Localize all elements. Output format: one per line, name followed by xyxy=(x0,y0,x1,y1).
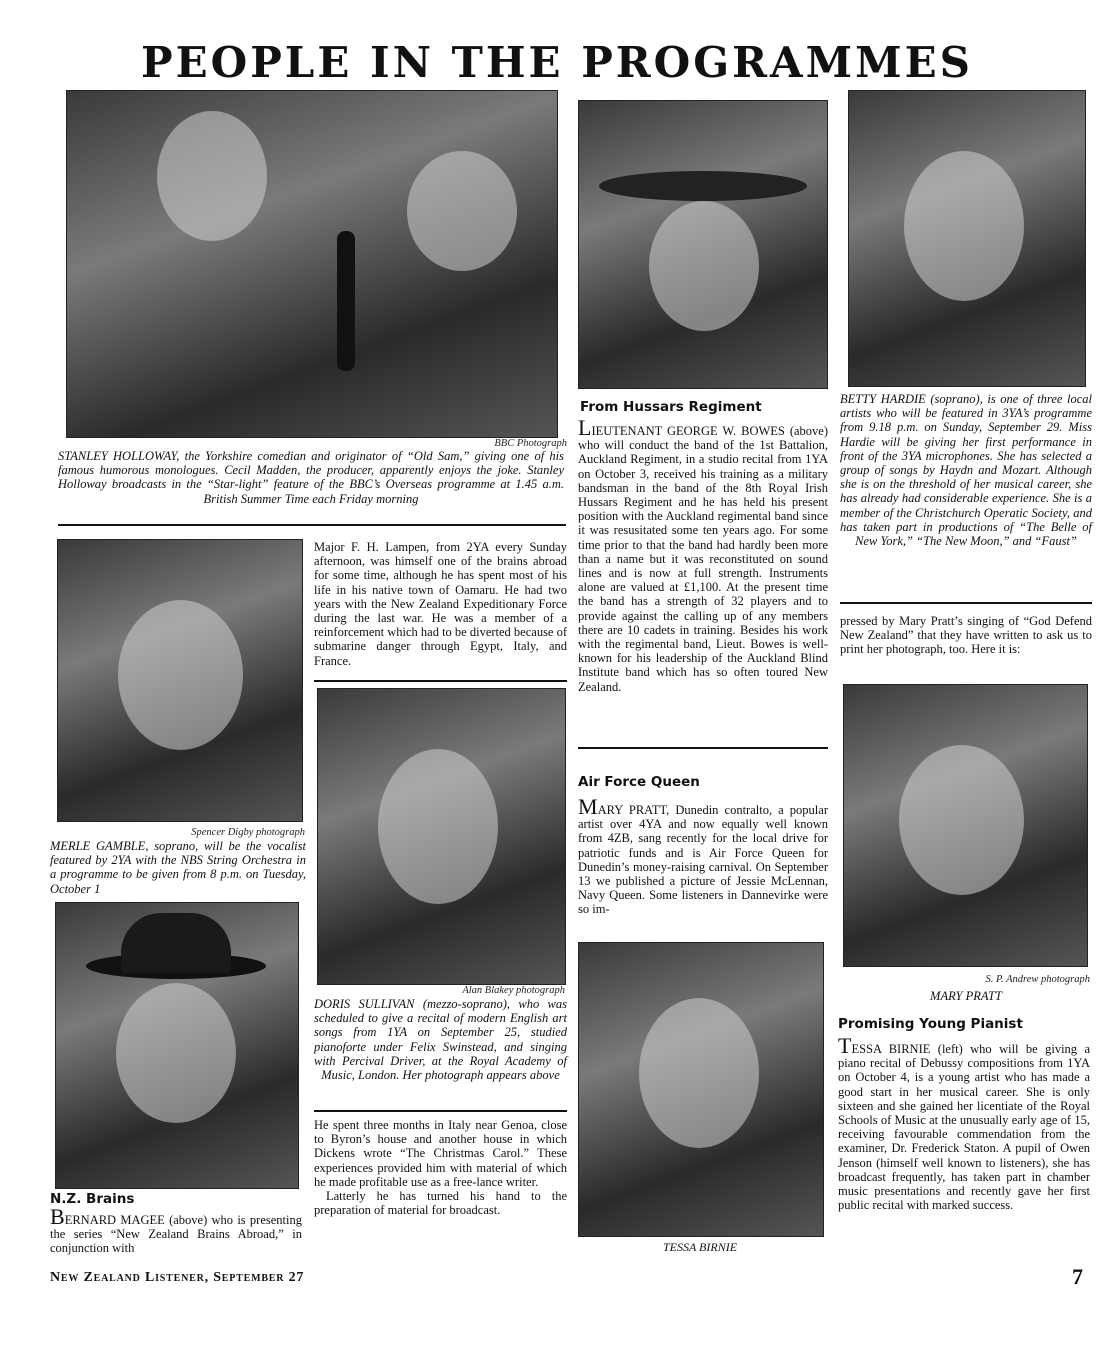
divider xyxy=(314,680,567,682)
photo-credit-sullivan: Alan Blakey photograph xyxy=(462,985,565,996)
dropcap-bowes: L xyxy=(578,415,592,440)
dropcap-pratt: M xyxy=(578,794,598,819)
photo-holloway xyxy=(66,90,558,438)
article-pratt xyxy=(578,794,828,917)
caption-pratt: MARY PRATT xyxy=(930,989,1002,1003)
divider xyxy=(314,1110,567,1112)
text-lampen: Major F. H. Lampen, from 2YA every Sunday afternoon, was himself one of the brains abroad for some time, although he has spent most of his life in his native town of Oamaru. He had two years with the New Zealand Expeditionary Force during the last war. He was a member of a reinforcement which had to be diverted because of submarine danger through Egypt, Italy, and France. xyxy=(314,540,568,668)
photo-pratt xyxy=(843,684,1088,967)
text-magee: ERNARD MAGEE (above) who is presenting the series “New Zealand Brains Abroad,” in conjunction with xyxy=(50,1213,302,1256)
photo-credit-holloway: BBC Photograph xyxy=(494,438,567,449)
article-pratt-continued xyxy=(840,614,1092,657)
caption-birnie: TESSA BIRNIE xyxy=(662,1240,738,1254)
caption-holloway: STANLEY HOLLOWAY, the Yorkshire comedian and originator of “Old Sam,” giving one of his famous humorous monologues. Cecil Madden, the producer, apparently enjoys the joke. Stanley Holloway broadcasts in the “Star-light” feature of the BBC’s Overseas programme at 1.45 a.m. British Summer Time each Friday morning xyxy=(58,449,564,506)
photo-credit-gamble: Spencer Digby photograph xyxy=(191,827,305,838)
photo-sullivan xyxy=(317,688,566,985)
heading-bowes: From Hussars Regiment xyxy=(580,399,762,415)
article-bowes xyxy=(578,415,828,694)
photo-gamble xyxy=(57,539,303,822)
article-magee-continued xyxy=(314,1118,567,1217)
heading-birnie: Promising Young Pianist xyxy=(838,1016,1023,1032)
page-number: 7 xyxy=(1072,1264,1083,1289)
photo-birnie xyxy=(578,942,824,1237)
article-birnie xyxy=(838,1033,1090,1213)
caption-sullivan: DORIS SULLIVAN (mezzo-soprano), who was scheduled to give a recital of modern English art songs from 1YA on September 25, studied pianoforte under Felix Swinstead, and singing with Percival Driver, at the Royal Academy of Music, London. Her photograph appears above xyxy=(314,997,567,1083)
article-magee xyxy=(50,1204,302,1256)
text-magee-continued-1: He spent three months in Italy near Genoa, close to Byron’s house and another house in which Dickens wrote “The Christmas Carol.” These experiences provided him with material of which he made profitable use as a free-lance writer. xyxy=(314,1118,567,1189)
heading-magee: N.Z. Brains xyxy=(50,1191,135,1207)
divider xyxy=(840,602,1092,604)
caption-hardie: BETTY HARDIE (soprano), is one of three local artists who will be featured in 3YA’s programme from 9.18 p.m. on Sunday, September 29. Miss Hardie will be giving her first performance in front of the 3YA microphones. She has selected a group of songs by Haydn and Mozart. Although she is on the threshold of her musical career, she has already had considerable experience. She is a member of the Christchurch Operatic Society, and has taken part in productions of “The Belle of New York,” “The New Moon,” and “Faust” xyxy=(840,392,1092,549)
footer-publication: New Zealand Listener, September 27 xyxy=(50,1270,305,1285)
photo-bowes xyxy=(578,100,828,389)
text-magee-continued-2: Latterly he has turned his hand to the preparation of material for broadcast. xyxy=(314,1189,567,1218)
article-lampen xyxy=(314,540,567,668)
page-title: PEOPLE IN THE PROGRAMMES xyxy=(141,38,973,87)
text-bowes: IEUTENANT GEORGE W. BOWES (above) who will conduct the band of the 1st Battalion, Auckland Regiment, in a studio recital from 1YA on October 3, received his training as a military bandsman in the band of the 8th Royal Irish Hussars Regiment and he has held his present position with the Auckland regimental band since it was resusitated some ten years ago. For some time prior to that the band had hardly been more than a name but it was reconstituted on sound lines and is now at full strength. Instruments alone are valued at £1,100. At the present time the band has a strength of 32 players and to provide against the calling up of any members there are 10 cadets in training. Besides his work with the regimental band, Lieut. Bowes is well-known for his leadership of the Auckland Blind Institute band which has so often toured New Zealand. xyxy=(578,424,828,694)
dropcap-birnie: T xyxy=(838,1033,852,1058)
photo-hardie xyxy=(848,90,1086,387)
text-pratt-continued: pressed by Mary Pratt’s singing of “God Defend New Zealand” that they have written to ask us to print her photograph, too. Here it is: xyxy=(840,614,1092,657)
dropcap-magee: B xyxy=(50,1204,65,1229)
heading-pratt: Air Force Queen xyxy=(578,774,700,790)
photo-credit-pratt: S. P. Andrew photograph xyxy=(985,974,1090,985)
caption-gamble: MERLE GAMBLE, soprano, will be the vocalist featured by 2YA with the NBS String Orchestra in a programme to be given from 8 p.m. on Tuesday, October 1 xyxy=(50,839,306,896)
text-birnie: ESSA BIRNIE (left) who will be giving a piano recital of Debussy compositions from 1YA on October 4, is a young artist who has made a good start in her musical career. She is only sixteen and she gained her licentiate of the Royal Schools of Music at the unusually early age of 15, receiving favourable commendation from the examiner, Dr. Frederick Staton. A pupil of Owen Jenson (himself well known to listeners), she has broadcast frequently, has taken part in chamber music presentations and recently gave her first public recital with marked success. xyxy=(838,1042,1090,1213)
photo-magee xyxy=(55,902,299,1189)
text-pratt: ARY PRATT, Dunedin contralto, a popular artist over 4YA and now equally well known from 4ZB, sang recently for the local drive for patriotic funds and is Air Force Queen for Dunedin’s money-raising carnival. On September 13 we published a picture of Jessie McLennan, Navy Queen. Some listeners in Dannevirke were so im- xyxy=(578,803,828,917)
divider xyxy=(578,747,828,749)
divider xyxy=(58,524,566,526)
